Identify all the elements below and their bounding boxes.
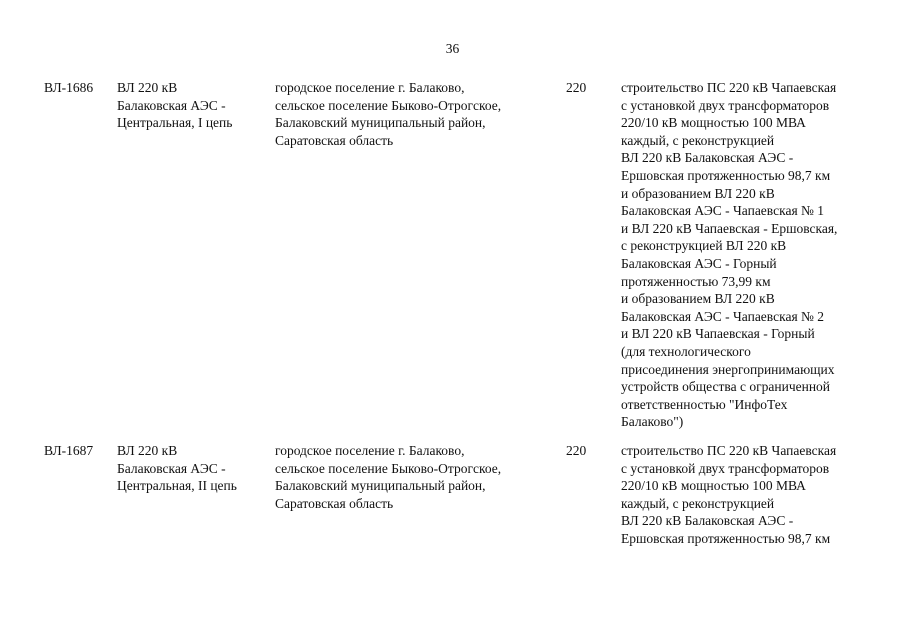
line-code: ВЛ-1686 (44, 80, 94, 95)
line-code: ВЛ-1687 (44, 443, 94, 458)
line-voltage: 220 (566, 80, 587, 95)
line-purpose: строительство ПС 220 кВ Чапаевская с установкой двух трансформаторов 220/10 кВ мощностью 100 МВА каждый, с реконструкцией ВЛ 220 кВ Балаковская АЭС - Ершовская протяженностью 98,7 км и образованием ВЛ 220 кВ Балаковская АЭС - Чапаевская № 1 и ВЛ 220 кВ Чапаевская - Ершовская, с реконструкцией ВЛ 220 кВ Балаковская АЭС - Горный протяженностью 73,99 км и образованием ВЛ 220 кВ Балаковская АЭС - Чапаевская № 2 и ВЛ 220 кВ Чапаевская - Горный (для технологического присоединения энергопринимающих устройств общества с ограниченной ответственностью "ИнфоТех Балаково") (621, 80, 838, 430)
page-number: 36 (445, 41, 460, 56)
line-location: городское поселение г. Балаково, сельское поселение Быково-Отрогское, Балаковский муниципальный район, Саратовская область (275, 80, 502, 148)
line-voltage: 220 (566, 443, 587, 458)
line-location: городское поселение г. Балаково, сельское поселение Быково-Отрогское, Балаковский муниципальный район, Саратовская область (275, 443, 502, 511)
line-name: ВЛ 220 кВ Балаковская АЭС - Центральная, II цепь (117, 443, 237, 494)
line-purpose: строительство ПС 220 кВ Чапаевская с установкой двух трансформаторов 220/10 кВ мощностью 100 МВА каждый, с реконструкцией ВЛ 220 кВ Балаковская АЭС - Ершовская протяженностью 98,7 км (621, 443, 837, 546)
line-name: ВЛ 220 кВ Балаковская АЭС - Центральная, I цепь (117, 80, 233, 131)
